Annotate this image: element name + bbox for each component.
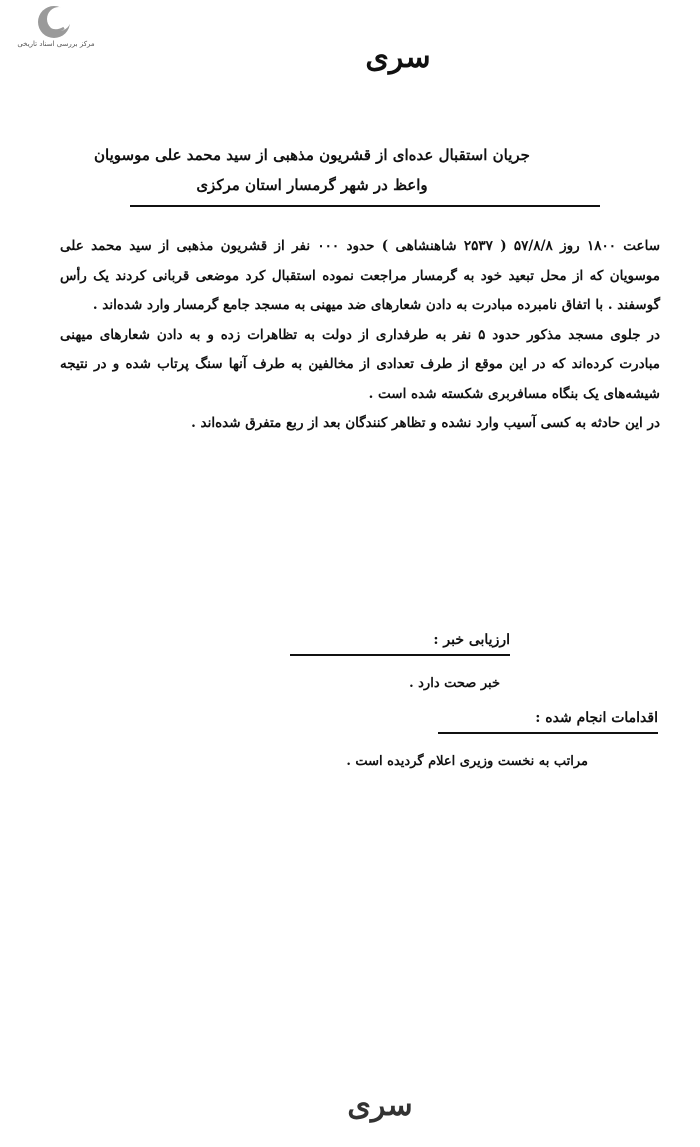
classification-stamp-top: سری [365, 40, 431, 75]
report-paragraph-3: در این حادثه به کسی آسیب وارد نشده و تظاهر کنندگان بعد از ربع متفرق شده‌اند . [191, 415, 660, 431]
document-title [52, 140, 572, 200]
assessment-value: خبر صحت دارد . [409, 676, 500, 691]
actions-label: اقدامات انجام شده : [438, 710, 658, 734]
actions-value: مراتب به نخست وزیری اعلام گردیده است . [346, 754, 588, 769]
title-line-2: واعظ در شهر گرمسار استان مرکزی [196, 176, 428, 194]
title-line-1: جریان استقبال عده‌ای از قشریون مذهبی از سید محمد علی موسویان [94, 146, 530, 164]
report-body [60, 232, 660, 439]
report-paragraph-2: در جلوی مسجد مذکور حدود ۵ نفر به طرفداری از دولت به تظاهرات زده و به دادن شعارهای میهنی مبادرت کرده‌اند که در این موقع از طرف تعدادی از مخالفین به طرف آنها سنگ پرتاب شده و در نتیجه شیشه‌های یک بنگاه مسافربری شکسته شده است . [60, 326, 660, 402]
title-underline [130, 205, 600, 207]
watermark-logo [8, 4, 98, 54]
classification-stamp-bottom: سری [347, 1088, 413, 1123]
report-paragraph-1: ساعت ۱۸۰۰ روز ۵۷/۸/۸ ( ۲۵۳۷ شاهنشاهی ) حدود ۰۰۰ نفر از قشریون مذهبی از سید محمد علی موسویان که از محل تبعید خود به گرمسار مراجعت نموده استقبال کرد موضعی قربانی کردند یک رأس گوسفند . با اتفاق نامبرده مبادرت به دادن شعارهای ضد میهنی به مسجد جامع گرمسار وارد شده‌اند . [60, 238, 661, 313]
watermark-text: مرکز بررسی اسناد تاریخی [17, 40, 95, 48]
assessment-label: ارزیابی خبر : [290, 632, 510, 656]
crescent-logo-icon [36, 4, 72, 40]
